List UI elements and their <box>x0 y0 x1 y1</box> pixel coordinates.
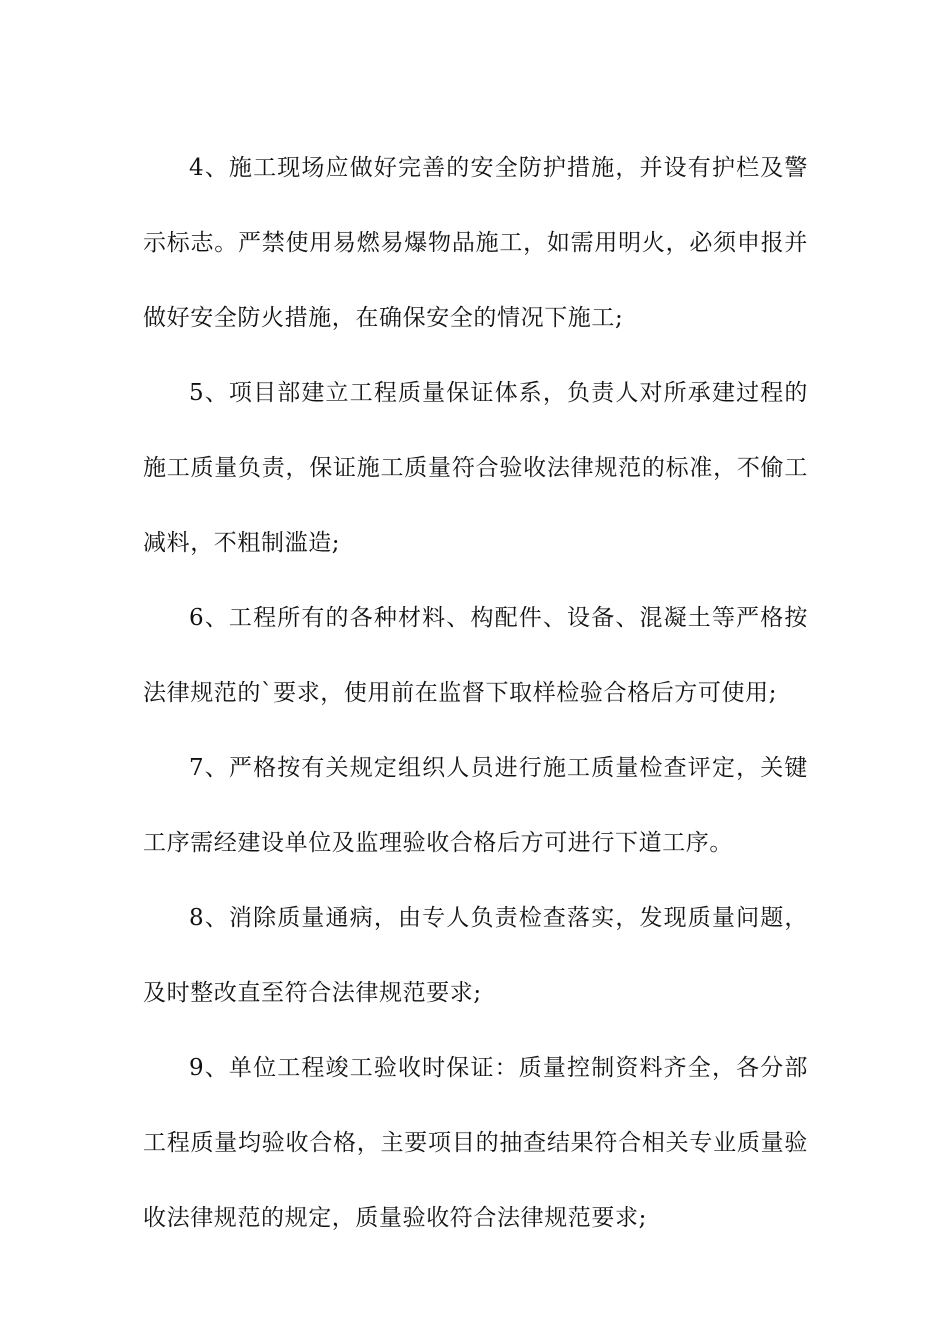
paragraph-item-9: 9、单位工程竣工验收时保证：质量控制资料齐全，各分部工程质量均验收合格，主要项目的抽查结果符合相关专业质量验收法律规范的规定，质量验收符合法律规范要求; <box>143 1055 808 1231</box>
paragraph-item-5: 5、项目部建立工程质量保证体系，负责人对所承建过程的施工质量负责，保证施工质量符合验收法律规范的标准，不偷工减料，不粗制滥造; <box>143 380 808 556</box>
paragraph-item-7: 7、严格按有关规定组织人员进行施工质量检查评定，关键工序需经建设单位及监理验收合格后方可进行下道工序。 <box>143 755 808 856</box>
paragraph-item-4: 4、施工现场应做好完善的安全防护措施，并设有护栏及警示标志。严禁使用易燃易爆物品施工，如需用明火，必须申报并做好安全防火措施，在确保安全的情况下施工; <box>143 155 808 331</box>
paragraph-item-6: 6、工程所有的各种材料、构配件、设备、混凝土等严格按法律规范的`要求，使用前在监督下取样检验合格后方可使用; <box>143 605 808 706</box>
body-text <box>143 131 808 1256</box>
paragraph-item-8: 8、消除质量通病，由专人负责检查落实，发现质量问题，及时整改直至符合法律规范要求; <box>143 905 808 1006</box>
